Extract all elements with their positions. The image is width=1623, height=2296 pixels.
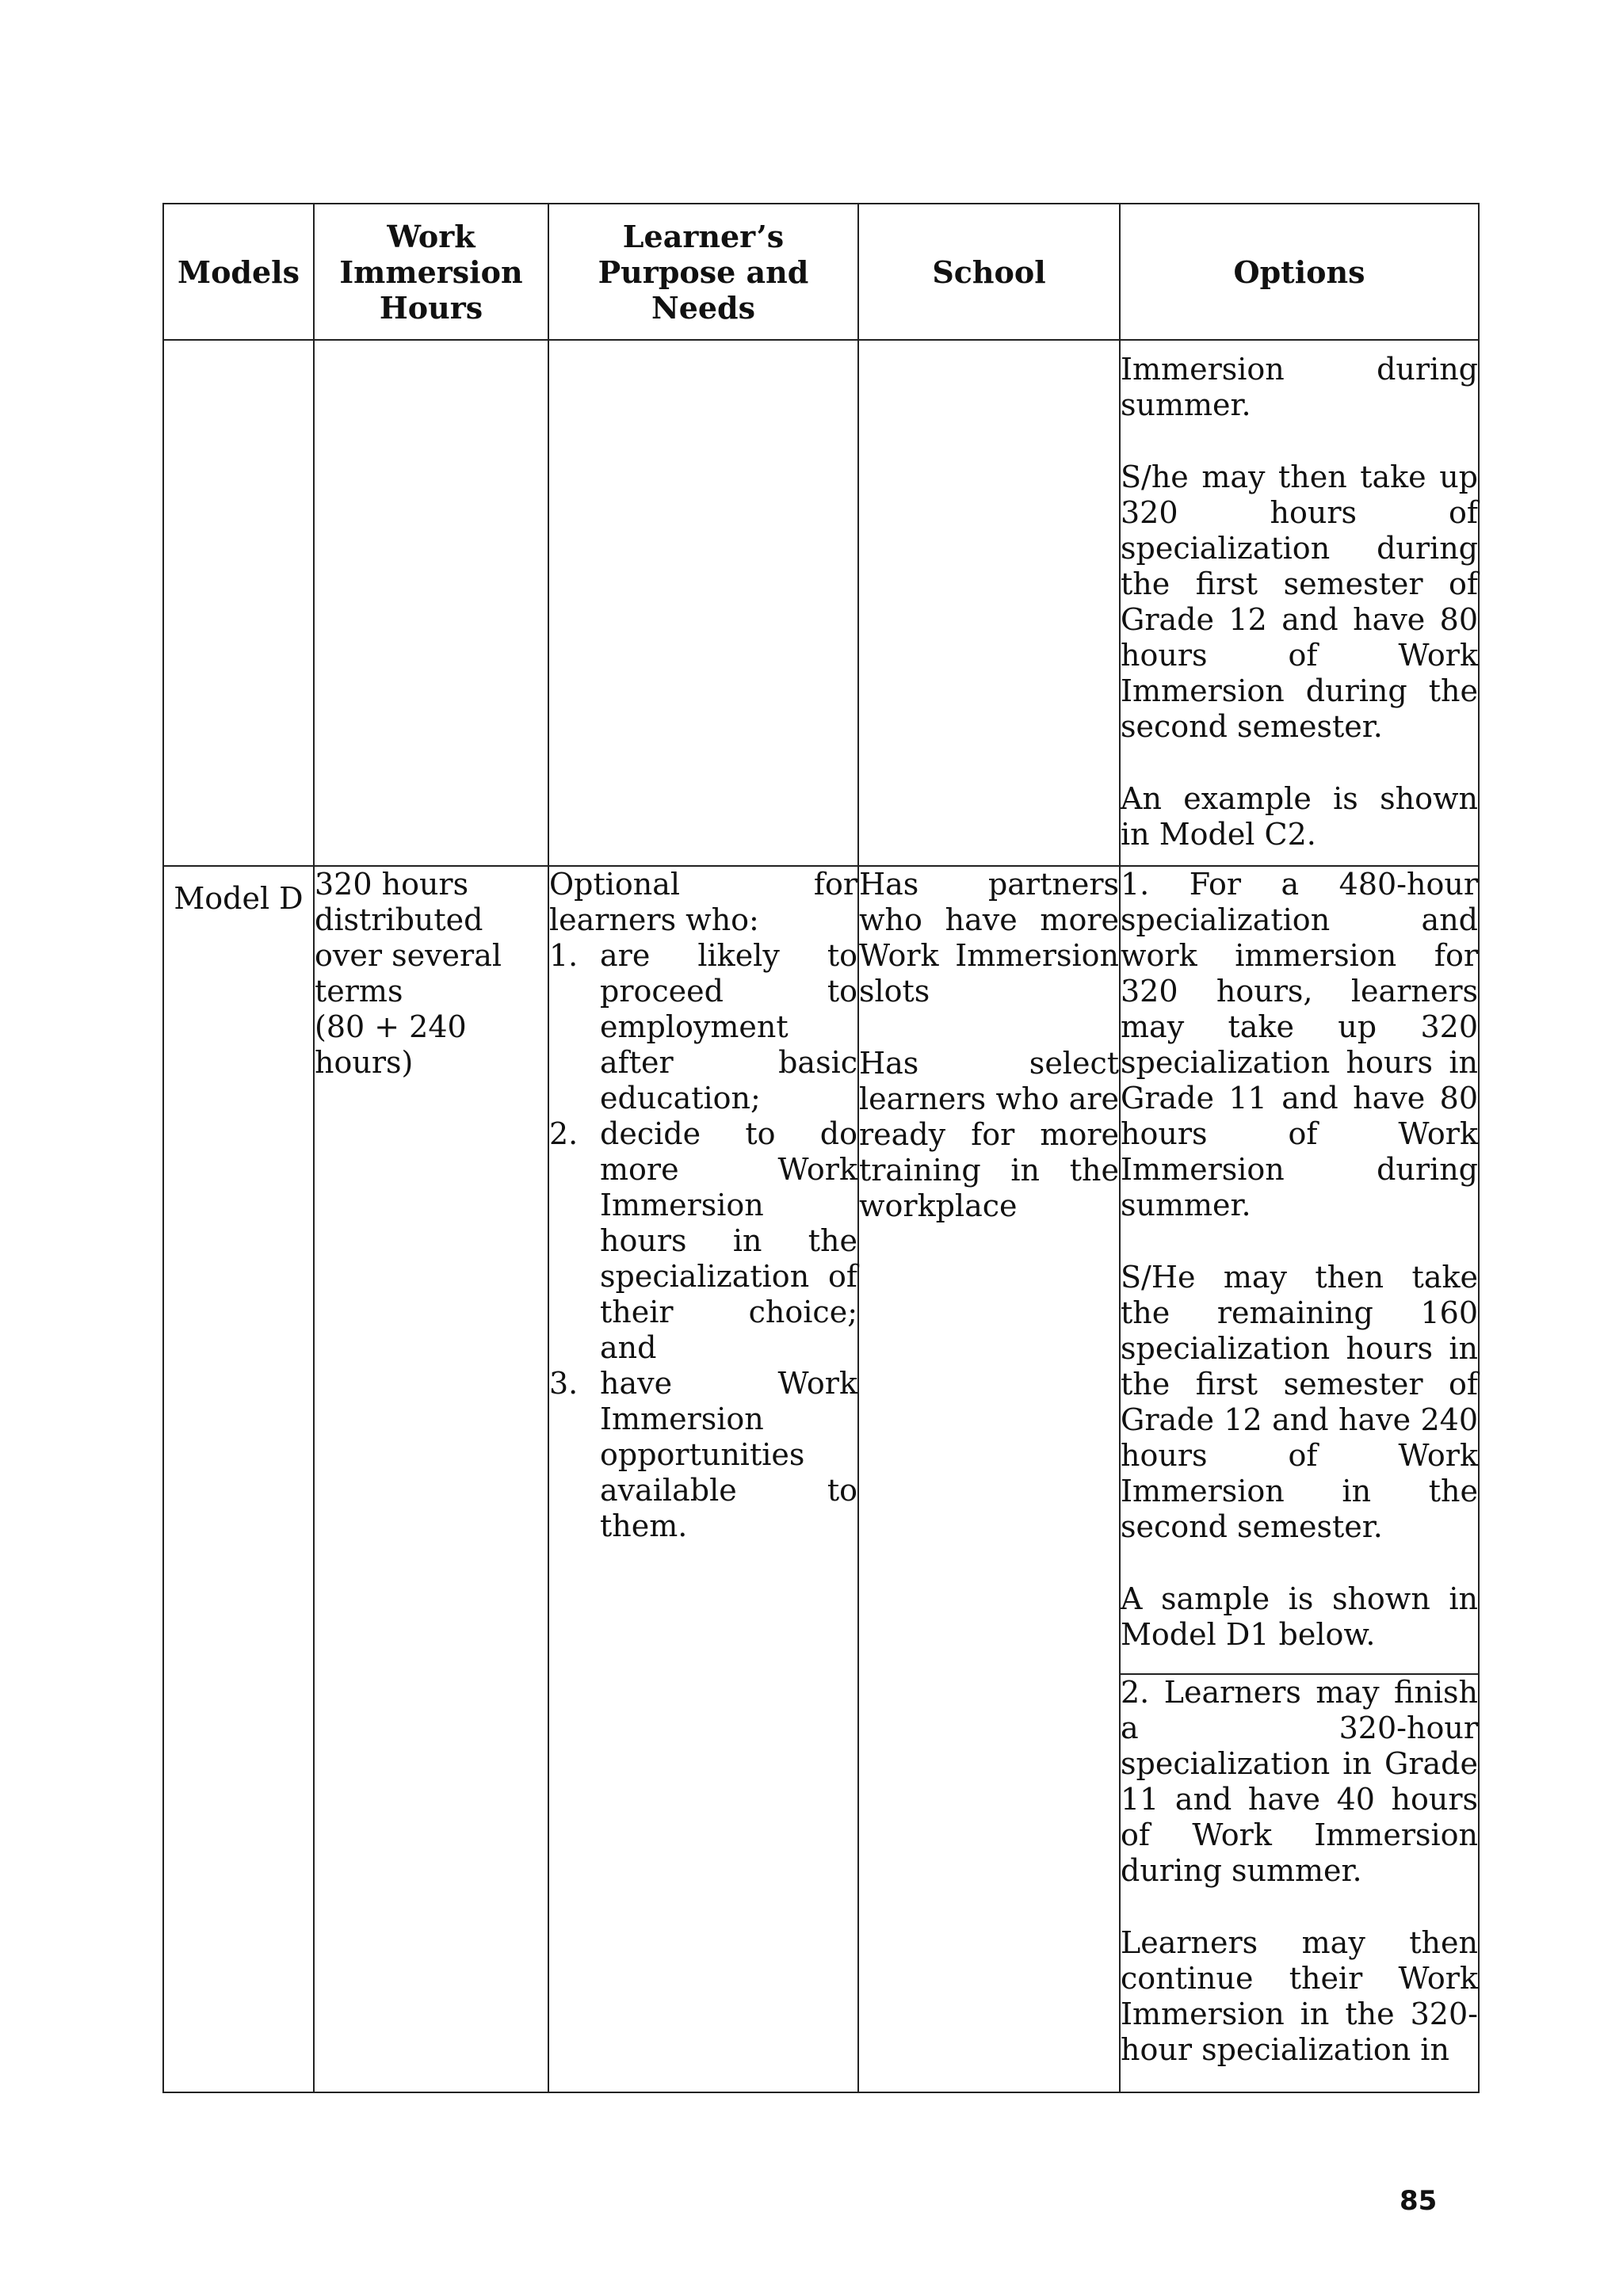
model-name: Model D [174, 881, 304, 916]
cell-option-1 [1120, 866, 1479, 1674]
cell-empty [163, 340, 314, 866]
header-learners-purpose: Learner’s Purpose and Needs [548, 204, 858, 340]
purpose-intro: Optional for learners who: [549, 867, 857, 937]
header-work-immersion-hours: Work Immersion Hours [314, 204, 548, 340]
cell-options-continued [1120, 340, 1479, 866]
list-item: 3. have Work Immersion opportunities available to them. [549, 1366, 857, 1543]
table-row-model-d [163, 866, 1479, 1674]
cell-empty [858, 340, 1120, 866]
options-paragraph: Immersion during summer. [1121, 352, 1478, 422]
school-paragraph: Has partners who have more Work Immersion slots [859, 867, 1119, 1009]
option-paragraph: A sample is shown in Model D1 below. [1121, 1581, 1478, 1652]
hours-breakdown: (80 + 240 hours) [315, 1009, 467, 1080]
page-number: 85 [1400, 2185, 1438, 2217]
cell-option-2 [1120, 1674, 1479, 2092]
table-row-continued [163, 340, 1479, 866]
work-immersion-models-table [162, 203, 1480, 2093]
list-item: 2. decide to do more Work Immersion hours in the specialization of their choice; and [549, 1116, 857, 1365]
option-paragraph: 2. Learners may finish a 320-hour specialization in Grade 11 and have 40 hours of Work Immersion during summer. [1121, 1675, 1478, 1888]
cell-hours [314, 866, 548, 2092]
school-paragraph: Has select learners who are ready for more training in the workplace [859, 1046, 1119, 1223]
header-options: Options [1120, 204, 1479, 340]
table-header-row [163, 204, 1479, 340]
options-paragraph: S/he may then take up 320 hours of specialization during the first semester of Grade 12 and have 80 hours of Work Immersion during the second semester. [1121, 460, 1478, 744]
cell-empty [548, 340, 858, 866]
option-paragraph: Learners may then continue their Work Immersion in the 320-hour specialization in [1121, 1925, 1478, 2067]
options-paragraph: An example is shown in Model C2. [1121, 781, 1478, 852]
header-school: School [858, 204, 1120, 340]
cell-school [858, 866, 1120, 2092]
purpose-list [549, 938, 857, 1544]
cell-purpose [548, 866, 858, 2092]
hours-text: 320 hours distributed over several terms [315, 867, 502, 1009]
list-item: 1. are likely to proceed to employment after basic education; [549, 938, 857, 1116]
cell-empty [314, 340, 548, 866]
option-paragraph: 1. For a 480-hour specialization and work immersion for 320 hours, learners may take up 320 specialization hours in Grade 11 and have 80 hours of Work Immersion during summer. [1121, 867, 1478, 1222]
option-paragraph: S/He may then take the remaining 160 specialization hours in the first semester of Grade 12 and have 240 hours of Work Immersion in the second semester. [1121, 1260, 1478, 1544]
header-models: Models [163, 204, 314, 340]
cell-model [163, 866, 314, 2092]
